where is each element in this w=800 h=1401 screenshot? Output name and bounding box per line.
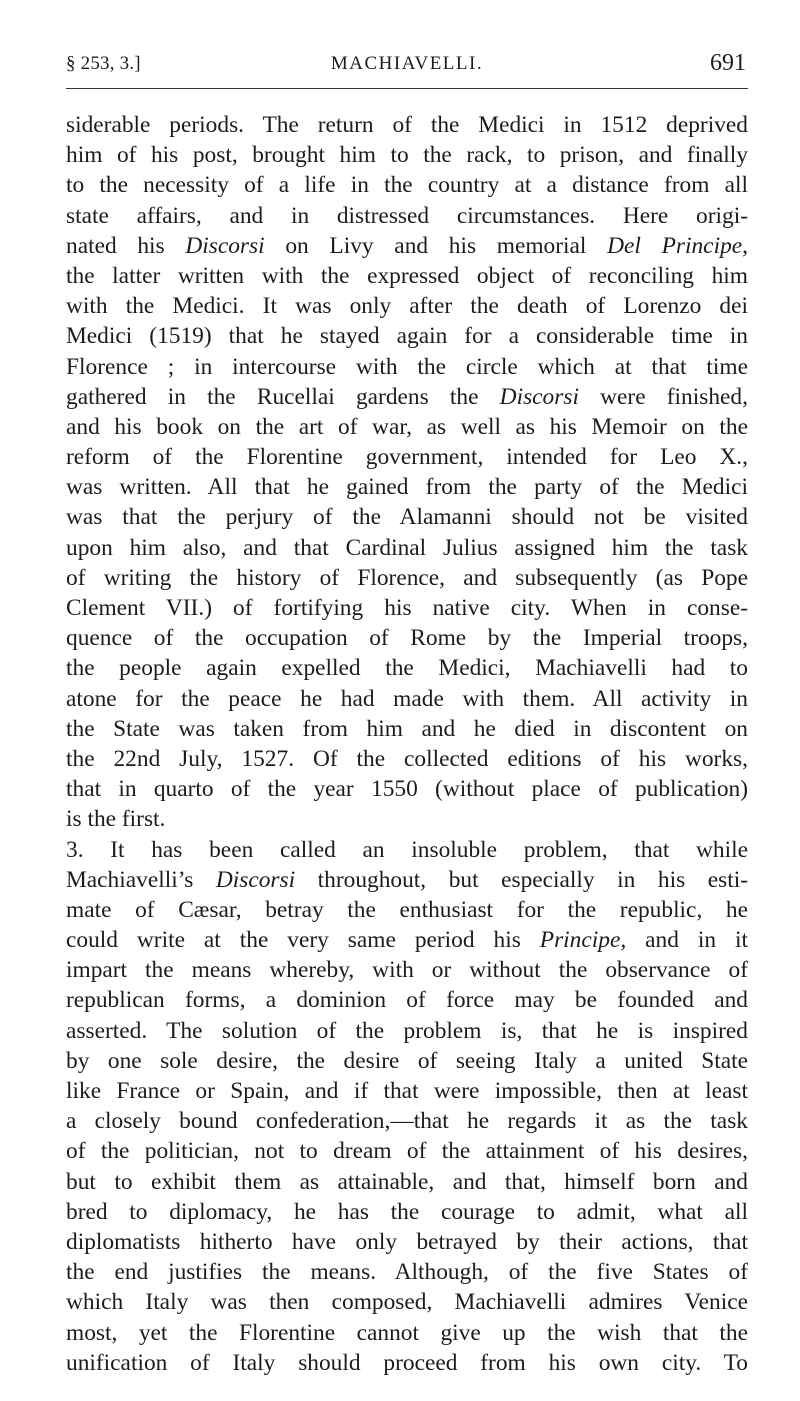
text-line <box>66 684 748 714</box>
body-text <box>66 110 748 1378</box>
text-line <box>66 1348 748 1378</box>
text-line <box>66 1227 748 1257</box>
text-line <box>66 714 748 744</box>
text-run: mate of Cæsar, betray the enthusiast for the republic, he <box>66 896 748 923</box>
text-run: atone for the peace he had made with them. All activity in <box>66 685 748 712</box>
text-run: but to exhibit them as attainable, and that, himself born and <box>66 1168 748 1195</box>
text-line <box>66 1136 748 1166</box>
text-line <box>66 955 748 985</box>
text-line <box>66 201 748 231</box>
text-run: republican forms, a dominion of force may be founded and <box>66 987 748 1014</box>
text-run: the State was taken from him and he died in discontent on <box>66 715 748 742</box>
text-line <box>66 533 748 563</box>
text-line <box>66 291 748 321</box>
text-line <box>66 895 748 925</box>
text-run: asserted. The solution of the problem is, that he is inspired <box>66 1017 748 1044</box>
text-run: most, yet the Florentine cannot give up the wish that the <box>66 1319 748 1346</box>
text-line <box>66 593 748 623</box>
italic-title: Discorsi <box>185 232 265 259</box>
text-run: throughout, but especially in his esti- <box>295 866 748 893</box>
italic-title: Discorsi <box>215 866 296 893</box>
text-run: nated his <box>66 232 186 259</box>
text-line <box>66 110 748 140</box>
text-run: a closely bound confederation,—that he regards it as the task <box>66 1108 748 1135</box>
text-line <box>66 1046 748 1076</box>
text-line <box>66 472 748 502</box>
text-line <box>66 1016 748 1046</box>
text-line <box>66 925 748 955</box>
text-line <box>66 442 748 472</box>
text-run: were finished, <box>578 383 748 410</box>
text-run: to the necessity of a life in the country at a distance from all <box>66 172 748 199</box>
running-title: MACHIAVELLI. <box>330 53 484 74</box>
text-run: 3. It has been called an insoluble problem, that while <box>66 836 748 863</box>
text-run: the 22nd July, 1527. Of the collected editions of his works, <box>66 745 748 772</box>
text-run: on Livy and his memorial <box>264 232 608 259</box>
text-run: by one sole desire, the desire of seeing Italy a united State <box>66 1047 748 1074</box>
text-line <box>66 352 748 382</box>
text-line <box>66 563 748 593</box>
text-run: Clement VII.) of fortifying his native city. When in conse- <box>66 595 748 621</box>
text-line <box>66 1167 748 1197</box>
text-line <box>66 744 748 774</box>
text-run: him of his post, brought him to the rack, to prison, and finally <box>66 142 748 169</box>
text-run: is the first. <box>66 806 166 833</box>
text-line <box>66 502 748 532</box>
text-line <box>66 835 748 865</box>
header-rule <box>66 88 748 89</box>
text-line <box>66 804 748 834</box>
text-run: diplomatists hitherto have only betrayed by their actions, that <box>66 1228 748 1255</box>
text-run: could write at the very same period his <box>66 927 540 954</box>
text-line <box>66 1076 748 1106</box>
text-run: , <box>742 232 748 259</box>
text-run: Florence ; in intercourse with the circle which at that time <box>66 353 748 380</box>
text-run: Medici (1519) that he stayed again for a considerable time in <box>66 323 748 350</box>
text-line <box>66 865 748 895</box>
text-line <box>66 382 748 412</box>
text-run: , and in it <box>620 927 748 954</box>
text-line <box>66 140 748 170</box>
text-line <box>66 1318 748 1348</box>
running-header <box>66 47 748 87</box>
text-run: which Italy was then composed, Machiavelli admires Venice <box>66 1289 748 1316</box>
text-run: Machiavelli’s <box>66 866 216 893</box>
text-run: the people again expelled the Medici, Machiavelli had to <box>66 655 748 682</box>
text-line <box>66 321 748 351</box>
section-reference: § 253, 3.] <box>66 53 141 74</box>
text-line <box>66 231 748 261</box>
text-line <box>66 653 748 683</box>
text-run: upon him also, and that Cardinal Julius assigned him the task <box>66 534 748 561</box>
text-run: quence of the occupation of Rome by the Imperial troops, <box>66 625 748 652</box>
text-line <box>66 1287 748 1317</box>
text-run: of writing the history of Florence, and subsequently (as Pope <box>66 564 748 591</box>
italic-title: Del Principe <box>607 232 743 259</box>
text-run: with the Medici. It was only after the death of Lorenzo dei <box>66 293 748 320</box>
text-run: was written. All that he gained from the party of the Medici <box>66 474 748 501</box>
text-line <box>66 412 748 442</box>
text-run: and his book on the art of war, as well as his Memoir on the <box>66 413 748 440</box>
text-run: the end justifies the means. Although, of the five States of <box>66 1259 748 1286</box>
text-run: the latter written with the expressed object of reconciling him <box>66 262 748 289</box>
text-line <box>66 170 748 200</box>
text-line <box>66 985 748 1015</box>
text-line <box>66 774 748 804</box>
text-run: bred to diplomacy, he has the courage to admit, what all <box>66 1198 748 1225</box>
text-run: unification of Italy should proceed from his own city. To <box>66 1349 748 1376</box>
text-line <box>66 1257 748 1287</box>
text-run: was that the perjury of the Alamanni should not be visited <box>66 504 748 531</box>
italic-title: Principe <box>539 927 621 954</box>
text-run: gathered in the Rucellai gardens the <box>66 383 500 410</box>
text-run: like France or Spain, and if that were impossible, then at least <box>66 1078 748 1104</box>
text-run: state affairs, and in distressed circumstances. Here origi- <box>66 202 748 229</box>
text-line <box>66 623 748 653</box>
text-line <box>66 261 748 291</box>
text-line <box>66 1106 748 1136</box>
page-number: 691 <box>710 50 746 76</box>
italic-title: Discorsi <box>499 383 579 410</box>
text-line <box>66 1197 748 1227</box>
text-run: of the politician, not to dream of the attainment of his desires, <box>66 1138 748 1165</box>
text-run: siderable periods. The return of the Medici in 1512 deprived <box>66 112 748 138</box>
text-run: impart the means whereby, with or without the observance of <box>66 957 748 984</box>
text-run: reform of the Florentine government, intended for Leo X., <box>66 444 748 471</box>
text-run: that in quarto of the year 1550 (without place of publication) <box>66 776 748 803</box>
